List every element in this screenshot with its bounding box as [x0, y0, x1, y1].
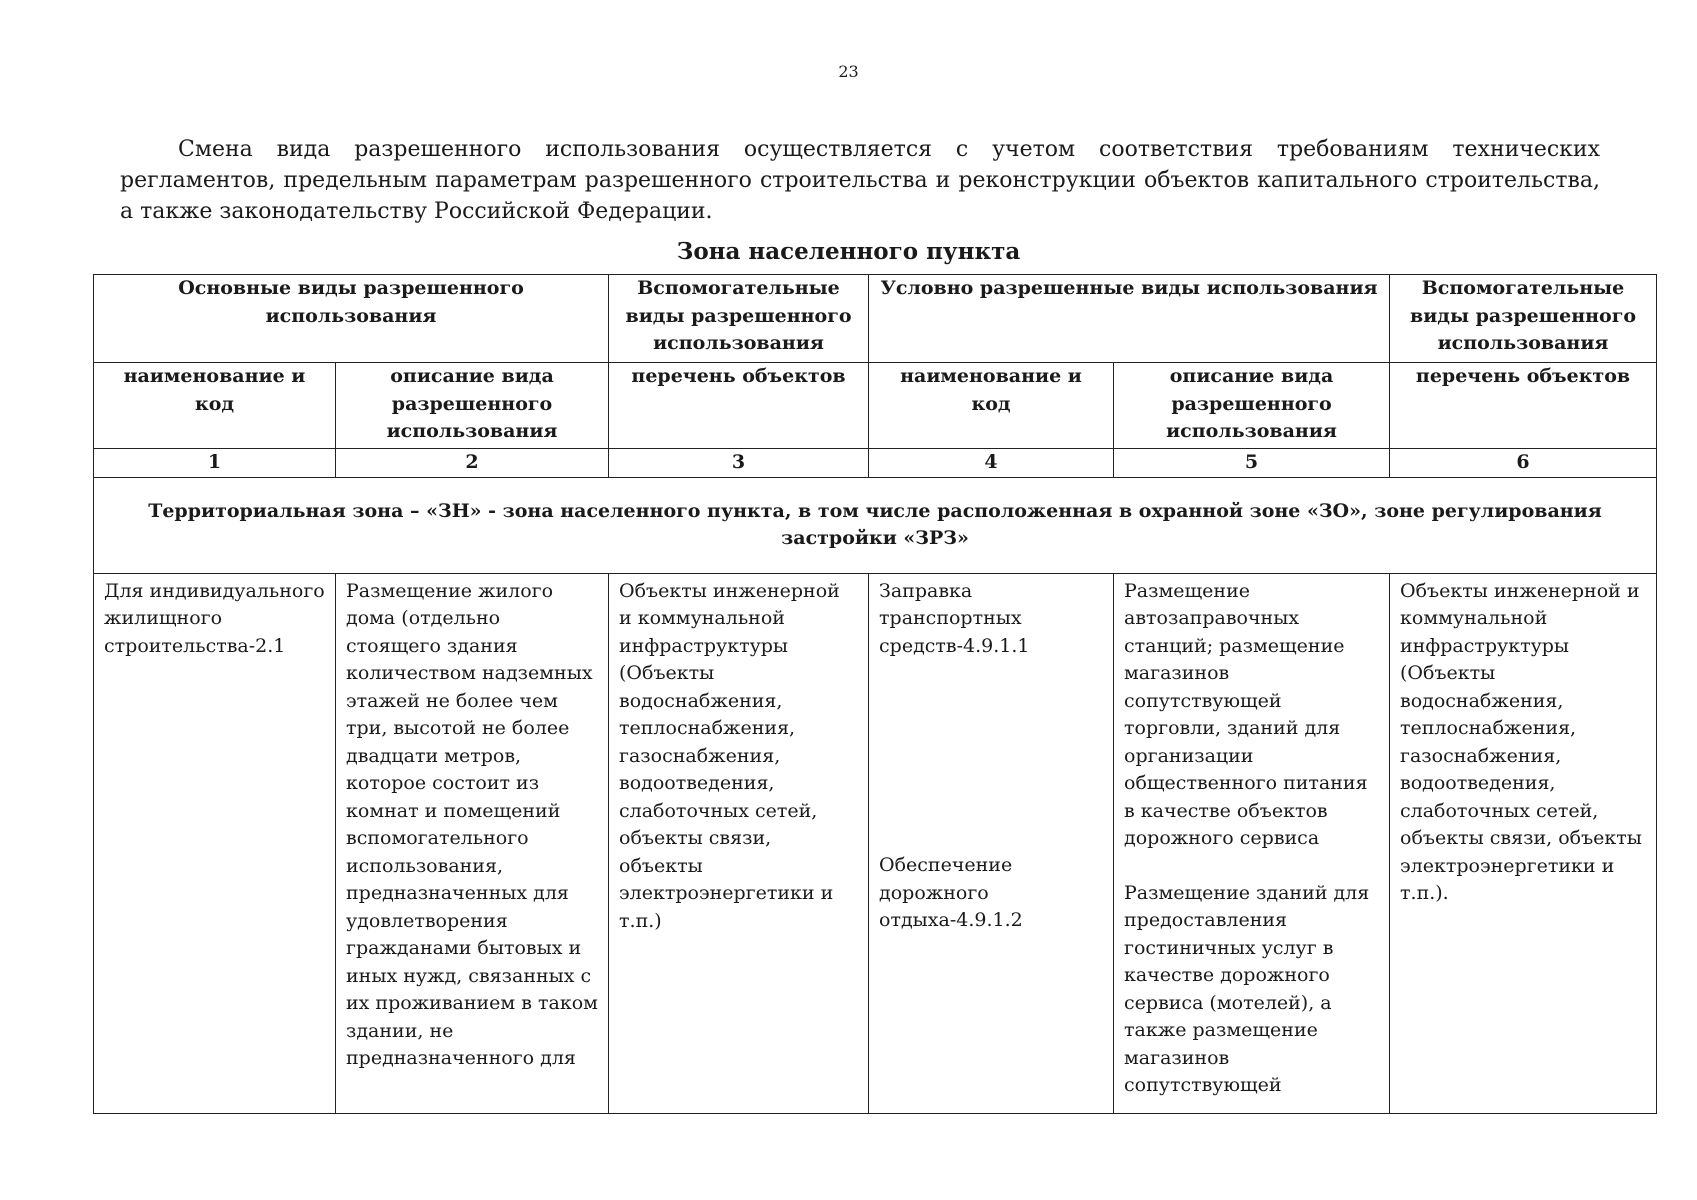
header-main-uses: Основные виды разрешенного использования [94, 275, 609, 363]
column-number: 3 [609, 449, 869, 478]
header-conditional-uses: Условно разрешенные виды использования [869, 275, 1390, 363]
page-number: 23 [838, 62, 859, 81]
header-aux-uses-2: Вспомогательные виды разрешенного использования [1390, 275, 1657, 363]
territorial-zone-title: Территориальная зона – «ЗН» - зона населенного пункта, в том числе расположенная в охранной зоне «ЗО», зоне регулирования застройки «ЗРЗ» [94, 477, 1657, 573]
subheader-description-1: описание вида разрешенного использования [336, 363, 609, 449]
conditional-description-road-rest: Размещение зданий для предоставления гостиничных услуг в качестве дорожного сервиса (мотелей), а также размещение магазинов сопутствующей [1124, 881, 1370, 1096]
subheader-name-code-2: наименование и код [869, 363, 1114, 449]
column-number: 1 [94, 449, 336, 478]
conditional-use-road-rest: Обеспечение дорожного отдыха-4.9.1.2 [879, 854, 1023, 931]
subheader-objects-list-1: перечень объектов [609, 363, 869, 449]
group-header-row [94, 275, 1657, 363]
cell-objects-list: Объекты инженерной и коммунальной инфраструктуры (Объекты водоснабжения, теплоснабжения, газоснабжения, водоотведения, слаботочных сетей, объекты связи, объекты электроэнергетики и т.п.) [609, 573, 869, 1114]
table-row [94, 573, 1657, 1114]
cell-conditional-description [1114, 573, 1390, 1114]
cell-name-code: Для индивидуального жилищного строительства-2.1 [94, 573, 336, 1114]
subheader-objects-list-2: перечень объектов [1390, 363, 1657, 449]
column-number-row [94, 449, 1657, 478]
zoning-table [93, 274, 1657, 1114]
cell-objects-list-2: Объекты инженерной и коммунальной инфраструктуры (Объекты водоснабжения, теплоснабжения, газоснабжения, водоотведения, слаботочных сетей, объекты связи, объекты электроэнергетики и т.п.). [1390, 573, 1657, 1114]
conditional-description-fuel-station: Размещение автозаправочных станций; размещение магазинов сопутствующей торговли, зданий для организации общественного питания в качестве объектов дорожного сервиса [1124, 579, 1368, 849]
subheader-name-code-1: наименование и код [94, 363, 336, 449]
intro-paragraph: Смена вида разрешенного использования осуществляется с учетом соответствия требованиям технических регламентов, предельным параметрам разрешенного строительства и реконструкции объектов капитального строительства, а также законодательству Российской Федерации. [120, 137, 1600, 224]
column-number: 5 [1114, 449, 1390, 478]
column-number: 2 [336, 449, 609, 478]
subheader-description-2: описание вида разрешенного использования [1114, 363, 1390, 449]
cell-conditional-name-code [869, 573, 1114, 1114]
conditional-use-fuel-station: Заправка транспортных средств-4.9.1.1 [879, 579, 1030, 657]
header-aux-uses-1: Вспомогательные виды разрешенного использования [609, 275, 869, 363]
column-number: 4 [869, 449, 1114, 478]
sub-header-row [94, 363, 1657, 449]
zone-row [94, 477, 1657, 573]
zone-title: Зона населенного пункта [676, 238, 1021, 265]
cell-description: Размещение жилого дома (отдельно стоящего здания количеством надземных этажей не более чем три, высотой не более двадцати метров, которое состоит из комнат и помещений вспомогательного использования, предназначенных для удовлетворения гражданами бытовых и иных нужд, связанных с их проживанием в таком здании, не предназначенного для [336, 573, 609, 1114]
column-number: 6 [1390, 449, 1657, 478]
